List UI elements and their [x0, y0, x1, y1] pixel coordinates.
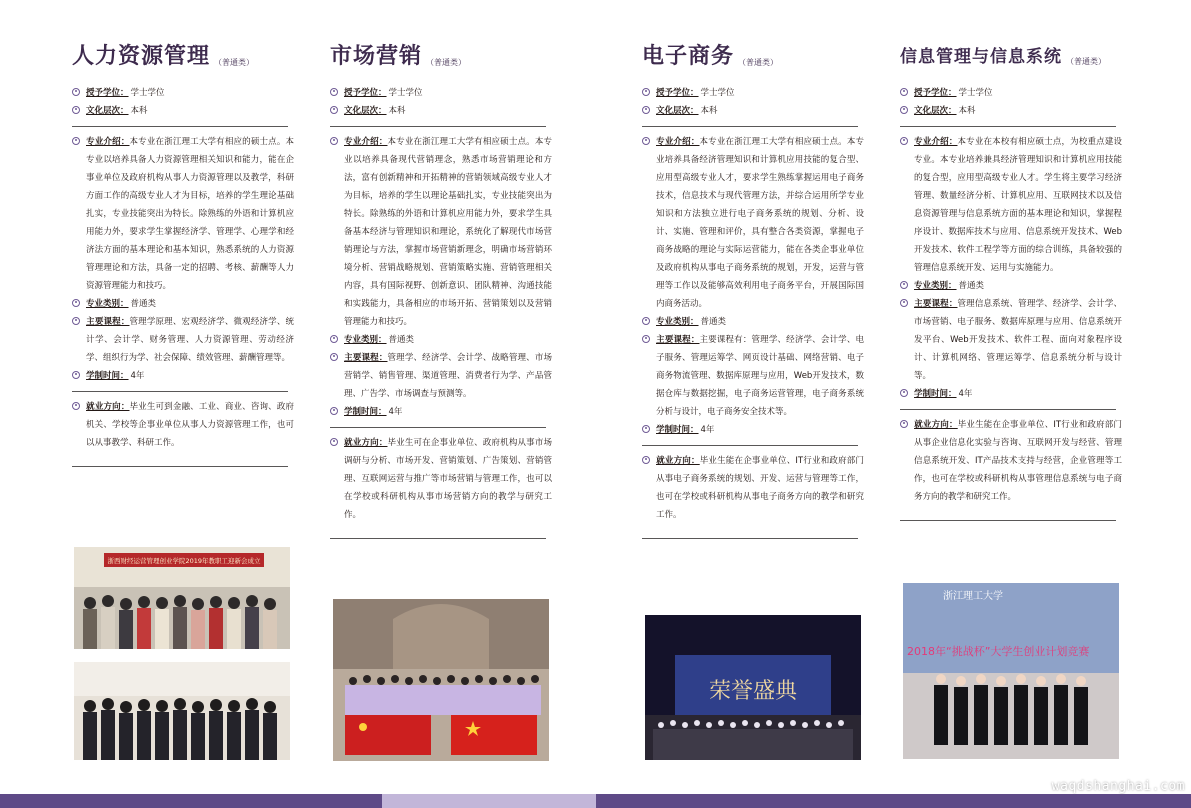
- footer-bar-dark: [0, 794, 382, 808]
- category-row: 专业类别： 普通类: [330, 331, 552, 349]
- bullet-icon: [900, 281, 908, 289]
- courses-section: 主要课程：主要课程有：管理学、经济学、会计学、电子服务、管理运筹学、网页设计基础、网络营销、电子商务物流管理、数据库原理与应用，Web开发技术，数据仓库与数据挖掘，电子商务运营管理，电子商务系统分析与设计，电子商务安全技术等。: [642, 331, 864, 421]
- major-tag: （普通类）: [738, 58, 779, 67]
- divider: [72, 391, 288, 392]
- intro-section: 专业介绍：本专业在浙江理工大学有相应的硕士点。本专业以培养具备人力资源管理相关知识和能力，能在企事业单位及政府机构从事人力资源管理以及教学，科研方面工作的高级专业人才为目标，培养的学生理论基础扎实，专业技能突出为特长。除熟练的外语和计算机应用能力外，要求学生掌握经济学、管理学、心理学和经济法方面的基本理论和基本知识，熟悉系统的人力资源管理理论和方法，具备一定的招聘、考核、薪酬等人力资源管理能力和技巧。: [72, 133, 294, 295]
- degree-row: 授予学位： 学士学位: [330, 84, 552, 102]
- photo-banner-text: 浙西财经运营管理创业学院2019年教职工迎新会成立: [107, 557, 261, 565]
- bullet-icon: [642, 335, 650, 343]
- bullet-icon: [72, 371, 80, 379]
- footer-bar-dark: [596, 794, 1191, 808]
- column-hr: [72, 40, 294, 473]
- level-row: 文化层次： 本科: [900, 102, 1122, 120]
- career-section: 就业方向：毕业生可到金融、工业、商业、咨询、政府机关、学校等企事业单位从事人力资源管理工作，也可以从事教学、科研工作。: [72, 398, 294, 452]
- bullet-icon: [72, 317, 80, 325]
- intro-section: 专业介绍：本专业在浙江理工大学有相应硕士点。本专业培养具备经济管理知识和计算机应用技能的复合型、应用型高级专业人才，要求学生熟练掌握运用电子商务技术，信息技术与现代管理方法，并综合运用所学专业知识和方法独立进行电子商务系统的规划、分析、设计、实施、管理和评价，具有整合各类资源，掌握电子商务战略的理论与实际运营能力，能在各类企事业单位及政府机构从事电子商务系统的规划，开发，运营与管理等工作以及能够高效利用电子商务平台，开展国际国内商务活动。: [642, 133, 864, 313]
- divider: [900, 126, 1116, 127]
- hr-group-photo-top: [74, 547, 290, 649]
- divider: [900, 520, 1116, 521]
- bullet-icon: [72, 402, 80, 410]
- degree-row: 授予学位： 学士学位: [642, 84, 864, 102]
- bullet-icon: [72, 88, 80, 96]
- courses-section: 主要课程：管理学、经济学、会计学、战略管理、市场营销学、销售管理、渠道管理、消费者行为学、产品管理、广告学、市场调查与预测等。: [330, 349, 552, 403]
- bullet-icon: [642, 425, 650, 433]
- column-infosys: [900, 40, 1122, 527]
- major-title: [900, 40, 1122, 74]
- divider: [72, 126, 288, 127]
- footer-bar-light: [382, 794, 596, 808]
- intro-section: 专业介绍：本专业在本校有相应硕士点，为校重点建设专业。本专业培养兼具经济管理知识和计算机应用技能的复合型，应用型高级专业人才。学生将主要学习经济管理、数量经济分析、计算机应用、互联网技术以及信息资源管理与信息系统方面的基本理论和知识，掌握程序设计、数据库技术与应用、信息系统开发技术、Web开发技术、软件工程学等方面的综合训练，具备较强的管理信息系统开发、运用与实施能力。: [900, 133, 1122, 277]
- banner-event-text: 2018年“挑战杯”大学生创业计划竞赛: [907, 645, 1090, 658]
- divider: [330, 427, 546, 428]
- divider: [330, 126, 546, 127]
- bullet-icon: [330, 407, 338, 415]
- career-section: 就业方向：毕业生能在企事业单位、IT行业和政府部门从事电子商务系统的规划、开发、运营与管理等工作，也可在学校或科研机构从事电子商务方向的教学和研究工作。: [642, 452, 864, 524]
- major-name: 信息管理与信息系统: [900, 47, 1062, 67]
- level-row: 文化层次： 本科: [642, 102, 864, 120]
- divider: [642, 445, 858, 446]
- category-row: 专业类别： 普通类: [642, 313, 864, 331]
- category-row: 专业类别： 普通类: [900, 277, 1122, 295]
- bullet-icon: [900, 420, 908, 428]
- divider: [900, 409, 1116, 410]
- degree-row: 授予学位： 学士学位: [900, 84, 1122, 102]
- bullet-icon: [642, 137, 650, 145]
- divider: [330, 538, 546, 539]
- major-name: 人力资源管理: [72, 44, 211, 69]
- divider: [72, 466, 288, 467]
- bullet-icon: [72, 106, 80, 114]
- marketing-group-photo: [333, 599, 549, 761]
- category-row: 专业类别： 普通类: [72, 295, 294, 313]
- divider: [642, 538, 858, 539]
- bullet-icon: [900, 299, 908, 307]
- major-title: [330, 40, 552, 74]
- bullet-icon: [72, 299, 80, 307]
- duration-row: 学制时间： 4年: [642, 421, 864, 439]
- bullet-icon: [642, 317, 650, 325]
- stage-screen-text: 荣誉盛典: [708, 679, 798, 704]
- bullet-icon: [900, 88, 908, 96]
- bullet-icon: [72, 137, 80, 145]
- bullet-icon: [900, 137, 908, 145]
- watermark: waqdshanghai.com: [1051, 779, 1185, 794]
- duration-row: 学制时间： 4年: [330, 403, 552, 421]
- courses-section: 主要课程：管理学原理、宏观经济学、微观经济学、统计学、会计学、财务管理、人力资源管理、劳动经济学、组织行为学、社会保障、绩效管理、薪酬管理等。: [72, 313, 294, 367]
- major-name: 电子商务: [642, 44, 735, 69]
- bullet-icon: [330, 106, 338, 114]
- bullet-icon: [330, 353, 338, 361]
- major-title: [642, 40, 864, 74]
- courses-section: 主要课程：管理信息系统、管理学、经济学、会计学、市场营销、电子服务、数据库原理与应用、信息系统开发平台、Web开发技术、软件工程、面向对象程序设计、计算机网络、管理运筹学、信息系统分析与设计等。: [900, 295, 1122, 385]
- career-section: 就业方向：毕业生可在企事业单位、政府机构从事市场调研与分析、市场开发、营销策划、广告策划、营销管理、互联网运营与推广等市场营销与管理工作，也可以在学校或科研机构从事市场营销方向的教学与研究工作。: [330, 434, 552, 524]
- level-row: 文化层次： 本科: [330, 102, 552, 120]
- duration-row: 学制时间： 4年: [72, 367, 294, 385]
- major-tag: （普通类）: [214, 58, 255, 67]
- duration-row: 学制时间： 4年: [900, 385, 1122, 403]
- bullet-icon: [642, 88, 650, 96]
- bullet-icon: [900, 106, 908, 114]
- major-title: [72, 40, 294, 74]
- bullet-icon: [642, 456, 650, 464]
- bullet-icon: [330, 335, 338, 343]
- bullet-icon: [330, 137, 338, 145]
- major-name: 市场营销: [330, 44, 423, 69]
- bullet-icon: [330, 88, 338, 96]
- career-section: 就业方向：毕业生能在企事业单位、IT行业和政府部门从事企业信息化实验与咨询、互联网开发与经营、管理信息系统开发、IT产品技术支持与经营，企业管理等工作，也可在学校或科研机构从事管理信息系统与电子商务方向的教学和研究工作。: [900, 416, 1122, 506]
- major-tag: （普通类）: [1066, 57, 1106, 66]
- column-ecommerce: [642, 40, 864, 545]
- infosys-team-photo: [903, 583, 1119, 759]
- ecommerce-stage-photo: [645, 615, 861, 760]
- intro-section: 专业介绍：本专业在浙江理工大学有相应硕士点。本专业以培养具备现代营销理念，熟悉市场营销理论和方法，富有创新精神和开拓精神的营销领域高级专业人才为目标，培养的学生以理论基础扎实，专业技能突出为特长。除熟练的外语和计算机应用能力外，要求学生具备基本经济与管理知识和理论，系统化了解现代市场营销理论与方法，掌握市场营销新理念，明确市场营销环境分析、营销战略规划、营销策略实施、营销管理相关内容，具有国际视野、创新意识、团队精神、沟通技能和实践能力，具备相应的市场开拓、营销策划以及营销管理能力和技巧。: [330, 133, 552, 331]
- banner-school-text: 浙江理工大学: [943, 591, 1003, 602]
- degree-row: 授予学位： 学士学位: [72, 84, 294, 102]
- hr-group-photo-bottom: [74, 662, 290, 760]
- major-tag: （普通类）: [426, 58, 467, 67]
- bullet-icon: [642, 106, 650, 114]
- column-marketing: [330, 40, 552, 545]
- divider: [642, 126, 858, 127]
- level-row: 文化层次： 本科: [72, 102, 294, 120]
- bullet-icon: [330, 438, 338, 446]
- bullet-icon: [900, 389, 908, 397]
